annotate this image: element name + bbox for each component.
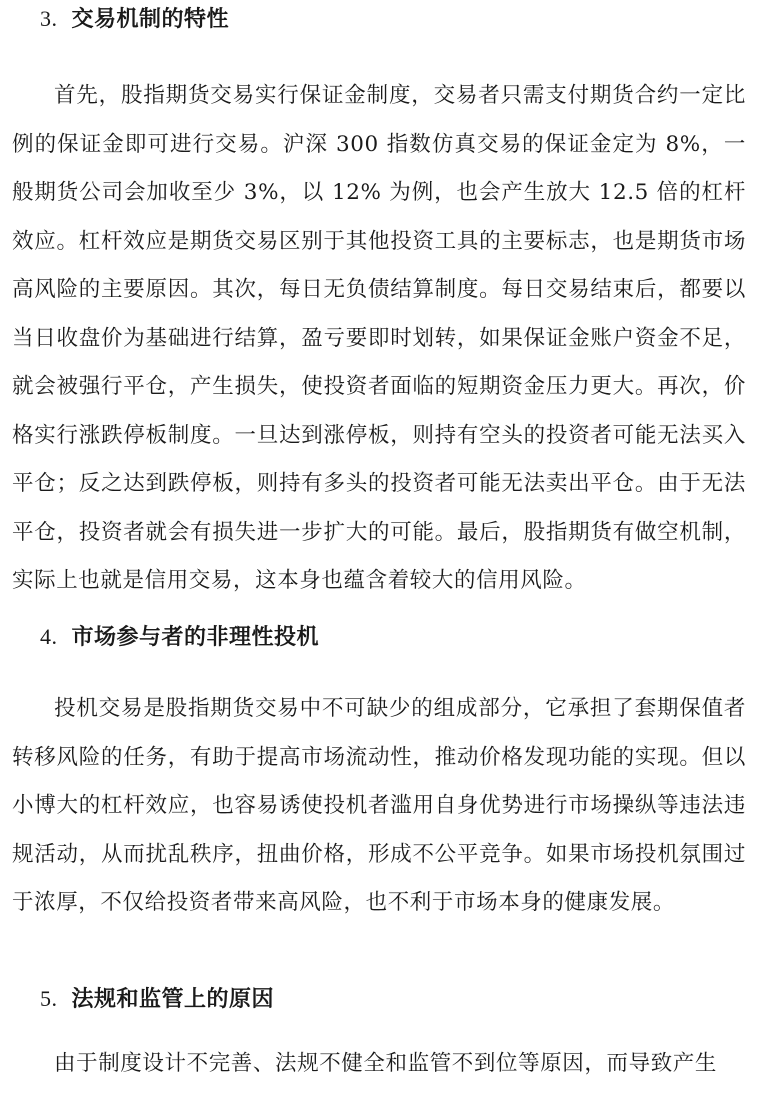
section-4-number: 4.: [40, 624, 58, 649]
section-3-number: 3.: [40, 6, 58, 31]
section-3-paragraph: 首先，股指期货交易实行保证金制度，交易者只需支付期货合约一定比例的保证金即可进行交易。沪深 300 指数仿真交易的保证金定为 8%，一般期货公司会加收至少 3%，以 12% 为例，也会产生放大 12.5 倍的杠杆效应。杠杆效应是期货交易区别于其他投资工具的主要标志，也是期货市场高风险的主要原因。其次，每日无负债结算制度。每日交易结束后，都要以当日收盘价为基础进行结算，盈亏要即时划转，如果保证金账户资金不足，就会被强行平仓，产生损失，使投资者面临的短期资金压力更大。再次，价格实行涨跌停板制度。一旦达到涨停板，则持有空头的投资者可能无法买入平仓；反之达到跌停板，则持有多头的投资者可能无法卖出平仓。由于无法平仓，投资者就会有损失进一步扩大的可能。最后，股指期货有做空机制，实际上也就是信用交易，这本身也蕴含着较大的信用风险。: [12, 83, 746, 593]
section-5-paragraph: 由于制度设计不完善、法规不健全和监管不到位等原因，而导致产生: [54, 1051, 718, 1076]
section-4-title: 市场参与者的非理性投机: [71, 625, 320, 650]
section-3-title: 交易机制的特性: [71, 7, 230, 32]
section-5-number: 5.: [40, 986, 58, 1011]
section-5-heading: [0, 982, 274, 1013]
section-3-heading: [0, 2, 229, 33]
section-4-heading: [0, 620, 319, 651]
section-5-title: 法规和监管上的原因: [71, 987, 275, 1012]
section-4-paragraph: 投机交易是股指期货交易中不可缺少的组成部分，它承担了套期保值者转移风险的任务，有助于提高市场流动性，推动价格发现功能的实现。但以小博大的杠杆效应，也容易诱使投机者滥用自身优势进行市场操纵等违法违规活动，从而扰乱秩序，扭曲价格，形成不公平竞争。如果市场投机氛围过于浓厚，不仅给投资者带来高风险，也不利于市场本身的健康发展。: [12, 696, 746, 915]
